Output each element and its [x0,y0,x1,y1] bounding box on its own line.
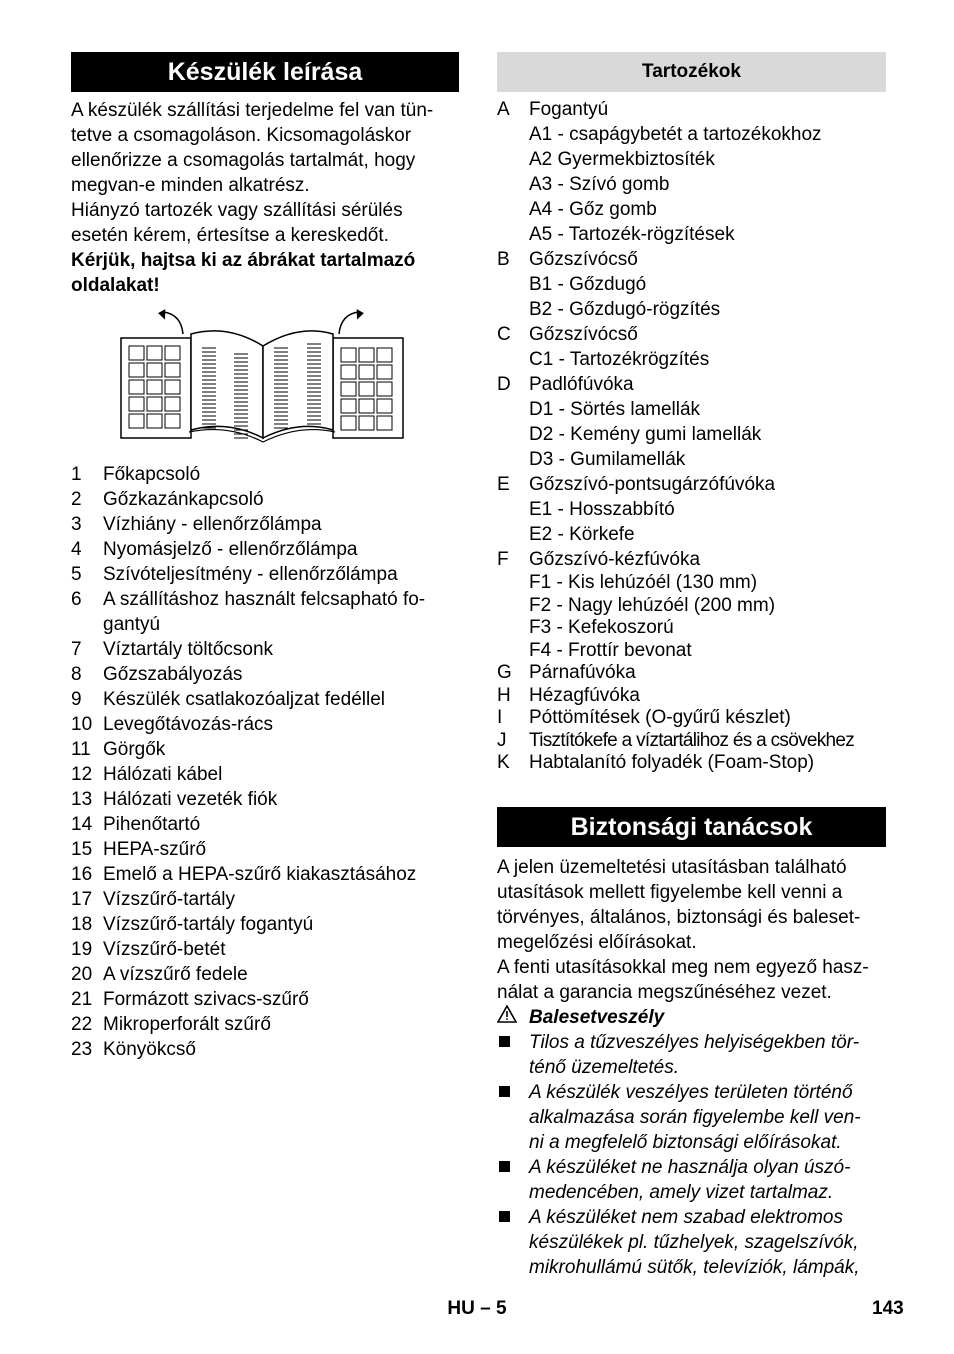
right-column [497,52,886,1280]
bullet-text-line: mikrohullámú sütők, televíziók, lámpák, [529,1256,860,1278]
accessory-key: J [497,729,507,751]
item-number: 16 [71,864,93,885]
item-text [103,462,459,487]
item-text [103,587,459,637]
accessory-item [497,685,886,708]
item-text-line: Vízszűrő-tartály fogantyú [103,914,314,935]
accessory-key [497,572,529,595]
safety-intro-line: A fenti utasításokkal meg nem egyező hasz- [497,956,869,978]
item-number: 2 [71,489,82,510]
accessory-text: Fogantyú [529,99,609,120]
section-heading-accessories: Tartozékok [497,52,886,92]
accessory-key [497,147,529,172]
parts-list-item [71,687,459,712]
item-text-line: Formázott szivacs-szűrő [103,989,309,1010]
bullet-text-line: ténő üzemeltetés. [529,1056,679,1078]
bullet-text [529,1030,859,1080]
item-text [103,787,459,812]
accessory-key [497,595,529,618]
bullet-text-line: készülékek pl. tűzhelyek, szagelszívók, [529,1231,859,1253]
bold-instruction-line: Kérjük, hajtsa ki az ábrákat tartalmazó [71,250,416,271]
accessory-subitem [497,617,886,640]
section-heading-safety: Biztonsági tanácsok [497,807,886,847]
item-number: 4 [71,539,82,560]
page-label: HU – 5 [447,1298,507,1319]
parts-list-item [71,862,459,887]
warning-label: Balesetveszély [529,1006,665,1028]
item-number: 18 [71,914,93,935]
accessory-subitem [497,595,886,618]
accessory-text: E1 - Hosszabbító [529,499,675,520]
item-text [103,962,459,987]
item-number: 1 [71,464,82,485]
accessory-text: F2 - Nagy lehúzóél (200 mm) [529,594,776,616]
item-text-line: Víztartály töltőcsonk [103,639,274,660]
accessory-text: Gőzszívó-pontsugárzófúvóka [529,474,776,495]
accessory-subitem [497,572,886,595]
accessory-item [497,547,886,572]
accessory-text: Gőzszívócső [529,249,638,270]
item-number: 8 [71,664,82,685]
item-text [103,987,459,1012]
item-number: 3 [71,514,82,535]
item-number: 7 [71,639,82,660]
bullet-square-icon [497,1030,529,1080]
accessory-item [497,662,886,685]
accessory-subitem [497,147,886,172]
parts-list-item [71,987,459,1012]
item-number: 15 [71,839,93,860]
item-text-line: Gőzkazánkapcsoló [103,489,264,510]
accessory-key [497,272,529,297]
accessory-text: A3 - Szívó gomb [529,174,670,195]
accessory-subitem [497,347,886,372]
accessory-text: Póttömítések (O-gyűrű készlet) [529,707,791,728]
bullet-text-line: Tilos a tűzveszélyes helyiségekben tör- [529,1031,860,1053]
item-text [103,562,459,587]
accessories-list [497,97,886,775]
parts-list-item [71,787,459,812]
item-text-line: Emelő a HEPA-szűrő kiakasztásához [103,864,417,885]
item-text-line: HEPA-szűrő [103,839,207,860]
item-text-line: Görgők [103,739,166,760]
item-text-line: Levegőtávozás-rács [103,714,274,735]
intro-text [71,98,459,298]
item-text [103,637,459,662]
item-number: 20 [71,964,93,985]
safety-bullet [497,1080,886,1155]
accessory-key [497,122,529,147]
accessory-text: E2 - Körkefe [529,524,635,545]
accessory-text: D1 - Sörtés lamellák [529,399,701,420]
safety-bullet [497,1205,886,1280]
accessory-text: A5 - Tartozék-rögzítések [529,224,735,245]
safety-intro-line: A jelen üzemeltetési utasításban található [497,856,847,878]
accessory-text: F4 - Frottír bevonat [529,639,692,661]
accessory-subitem [497,197,886,222]
accessory-key: I [497,707,503,728]
item-number: 23 [71,1039,93,1060]
accessory-key [497,497,529,522]
accessory-subitem [497,447,886,472]
accessory-key [497,297,529,322]
item-text [103,912,459,937]
intro-line: megvan-e minden alkatrész. [71,175,310,196]
bullet-text [529,1155,850,1205]
parts-list-item [71,512,459,537]
accessory-item [497,730,886,753]
accessory-key [497,222,529,247]
item-text-line: gantyú [103,614,161,635]
accessory-text: Padlófúvóka [529,374,634,395]
safety-bullets [497,1030,886,1280]
safety-intro-line: törvényes, általános, biztonsági és baleset- [497,906,861,928]
accessory-item [497,372,886,397]
bullet-square-icon [497,1205,529,1280]
item-text [103,762,459,787]
accessory-subitem [497,297,886,322]
item-number: 12 [71,764,93,785]
accessory-text: A2 Gyermekbiztosíték [529,149,715,170]
accessory-text: B1 - Gőzdugó [529,274,647,295]
item-text [103,1037,459,1062]
bold-instruction-line: oldalakat! [71,275,160,296]
bullet-text [529,1205,860,1280]
accessory-text: D3 - Gumilamellák [529,449,686,470]
accessory-key [497,347,529,372]
item-text [103,512,459,537]
accessory-text: F1 - Kis lehúzóél (130 mm) [529,572,758,593]
accessory-key [497,640,529,663]
parts-list-item [71,737,459,762]
page-number: 143 [872,1298,904,1319]
parts-list-item [71,762,459,787]
accessory-key: F [497,549,509,570]
accessory-key [497,617,529,640]
accessory-subitem [497,422,886,447]
item-number: 10 [71,714,93,735]
parts-list [71,462,459,1062]
bullet-text-line: A készüléket ne használja olyan úszó- [529,1156,851,1178]
item-text [103,537,459,562]
safety-intro-line: utasítások mellett figyelembe kell venni a [497,881,843,903]
intro-line: Hiányzó tartozék vagy szállítási sérülés [71,200,403,221]
item-number: 22 [71,1014,93,1035]
parts-list-item [71,537,459,562]
item-text [103,737,459,762]
left-column [71,52,459,1062]
item-number: 19 [71,939,93,960]
item-number: 21 [71,989,93,1010]
accessory-subitem [497,222,886,247]
intro-line: esetén kérem, értesítse a kereskedőt. [71,225,389,246]
bullet-text-line: medencében, amely vizet tartalmaz. [529,1181,834,1203]
accessory-key: H [497,684,511,706]
parts-list-item [71,637,459,662]
item-number: 9 [71,689,82,710]
item-text-line: Szívóteljesítmény - ellenőrzőlámpa [103,564,398,585]
item-text-line: Készülék csatlakozóaljzat fedéllel [103,689,385,710]
safety-bullet [497,1030,886,1080]
item-text [103,887,459,912]
accessory-key [497,422,529,447]
parts-list-item [71,462,459,487]
accessory-text: Párnafúvóka [529,662,636,683]
accessory-key: C [497,324,511,345]
accessory-item [497,97,886,122]
parts-list-item [71,587,459,637]
item-text [103,487,459,512]
parts-list-item [71,837,459,862]
fold-out-pages-svg [71,308,459,450]
accessory-key: K [497,752,510,773]
parts-list-item [71,487,459,512]
item-text-line: Hálózati kábel [103,764,223,785]
bullet-text-line: alkalmazása során figyelembe kell ven- [529,1106,861,1128]
accessory-key [497,447,529,472]
accessory-text: Hézagfúvóka [529,684,640,706]
accessory-key: B [497,249,510,270]
parts-list-item [71,712,459,737]
accessory-item [497,322,886,347]
item-text-line: Mikroperforált szűrő [103,1014,271,1035]
item-number: 14 [71,814,93,835]
item-text-line: Könyökcső [103,1039,196,1060]
accessory-text: Tisztítókefe a víztartálihoz és a csövekhez [529,729,855,751]
item-text-line: Vízszűrő-betét [103,939,226,960]
accessory-subitem [497,397,886,422]
bullet-text-line: A készülék veszélyes területen történő [529,1081,853,1103]
accessory-subitem [497,122,886,147]
bullet-square-icon [497,1080,529,1155]
item-text-line: Gőzszabályozás [103,664,243,685]
item-text-line: Hálózati vezeték fiók [103,789,278,810]
accessory-text: B2 - Gőzdugó-rögzítés [529,299,721,320]
section-heading-device-description: Készülék leírása [71,52,459,92]
parts-list-item [71,887,459,912]
accessory-key [497,522,529,547]
accessory-subitem [497,497,886,522]
bullet-text [529,1080,861,1155]
accessory-key: D [497,374,511,395]
accessory-key: G [497,662,512,683]
accessory-text: A4 - Gőz gomb [529,199,657,220]
item-text [103,937,459,962]
item-text [103,662,459,687]
item-text [103,812,459,837]
item-text-line: Pihenőtartó [103,814,201,835]
parts-list-item [71,662,459,687]
item-text [103,862,459,887]
fold-out-pages-illustration [71,308,459,450]
item-text-line: A vízszűrő fedele [103,964,248,985]
accessory-subitem [497,522,886,547]
item-number: 13 [71,789,93,810]
item-text [103,712,459,737]
parts-list-item [71,562,459,587]
accessory-key [497,397,529,422]
accessory-text: Gőzszívócső [529,324,638,345]
item-text-line: Nyomásjelző - ellenőrzőlámpa [103,539,358,560]
accessory-subitem [497,640,886,663]
item-text [103,687,459,712]
accessory-item [497,247,886,272]
accessory-item [497,472,886,497]
warning-triangle-icon [497,1005,529,1030]
intro-line: A készülék szállítási terjedelme fel van tün- [71,100,434,121]
accessory-text: A1 - csapágybetét a tartozékokhoz [529,124,822,145]
parts-list-item [71,912,459,937]
intro-line: ellenőrizze a csomagolás tartalmát, hogy [71,150,416,171]
accessory-text: Habtalanító folyadék (Foam-Stop) [529,752,815,773]
item-text [103,837,459,862]
bullet-text-line: A készüléket nem szabad elektromos [529,1206,844,1228]
item-text-line: A szállításhoz használt felcsapható fo- [103,589,426,610]
accessory-key [497,172,529,197]
parts-list-item [71,812,459,837]
accessory-subitem [497,272,886,297]
item-text-line: Főkapcsoló [103,464,201,485]
parts-list-item [71,937,459,962]
accessory-item [497,752,886,775]
accessory-key: A [497,99,510,120]
safety-intro-line: nálat a garancia megszűnéséhez vezet. [497,981,832,1003]
accessory-subitem [497,172,886,197]
item-number: 17 [71,889,93,910]
accessory-text: Gőzszívó-kézfúvóka [529,549,701,570]
item-number: 11 [71,739,91,760]
item-number: 5 [71,564,82,585]
intro-line: tetve a csomagoláson. Kicsomagoláskor [71,125,412,146]
accessory-key: E [497,474,510,495]
accessory-text: C1 - Tartozékrögzítés [529,349,710,370]
accessory-text: F3 - Kefekoszorú [529,617,674,638]
safety-intro-line: megelőzési előírásokat. [497,931,697,953]
item-text-line: Vízhiány - ellenőrzőlámpa [103,514,322,535]
danger-warning [497,1005,886,1030]
item-number: 6 [71,589,82,610]
safety-section [497,807,886,1280]
safety-intro [497,855,886,1005]
parts-list-item [71,1037,459,1062]
parts-list-item [71,962,459,987]
safety-bullet [497,1155,886,1205]
bullet-text-line: ni a megfelelő biztonsági előírásokat. [529,1131,842,1153]
item-text-line: Vízszűrő-tartály [103,889,235,910]
accessory-item [497,707,886,730]
accessory-key [497,197,529,222]
item-text [103,1012,459,1037]
parts-list-item [71,1012,459,1037]
bullet-square-icon [497,1155,529,1205]
accessory-text: D2 - Kemény gumi lamellák [529,424,762,445]
